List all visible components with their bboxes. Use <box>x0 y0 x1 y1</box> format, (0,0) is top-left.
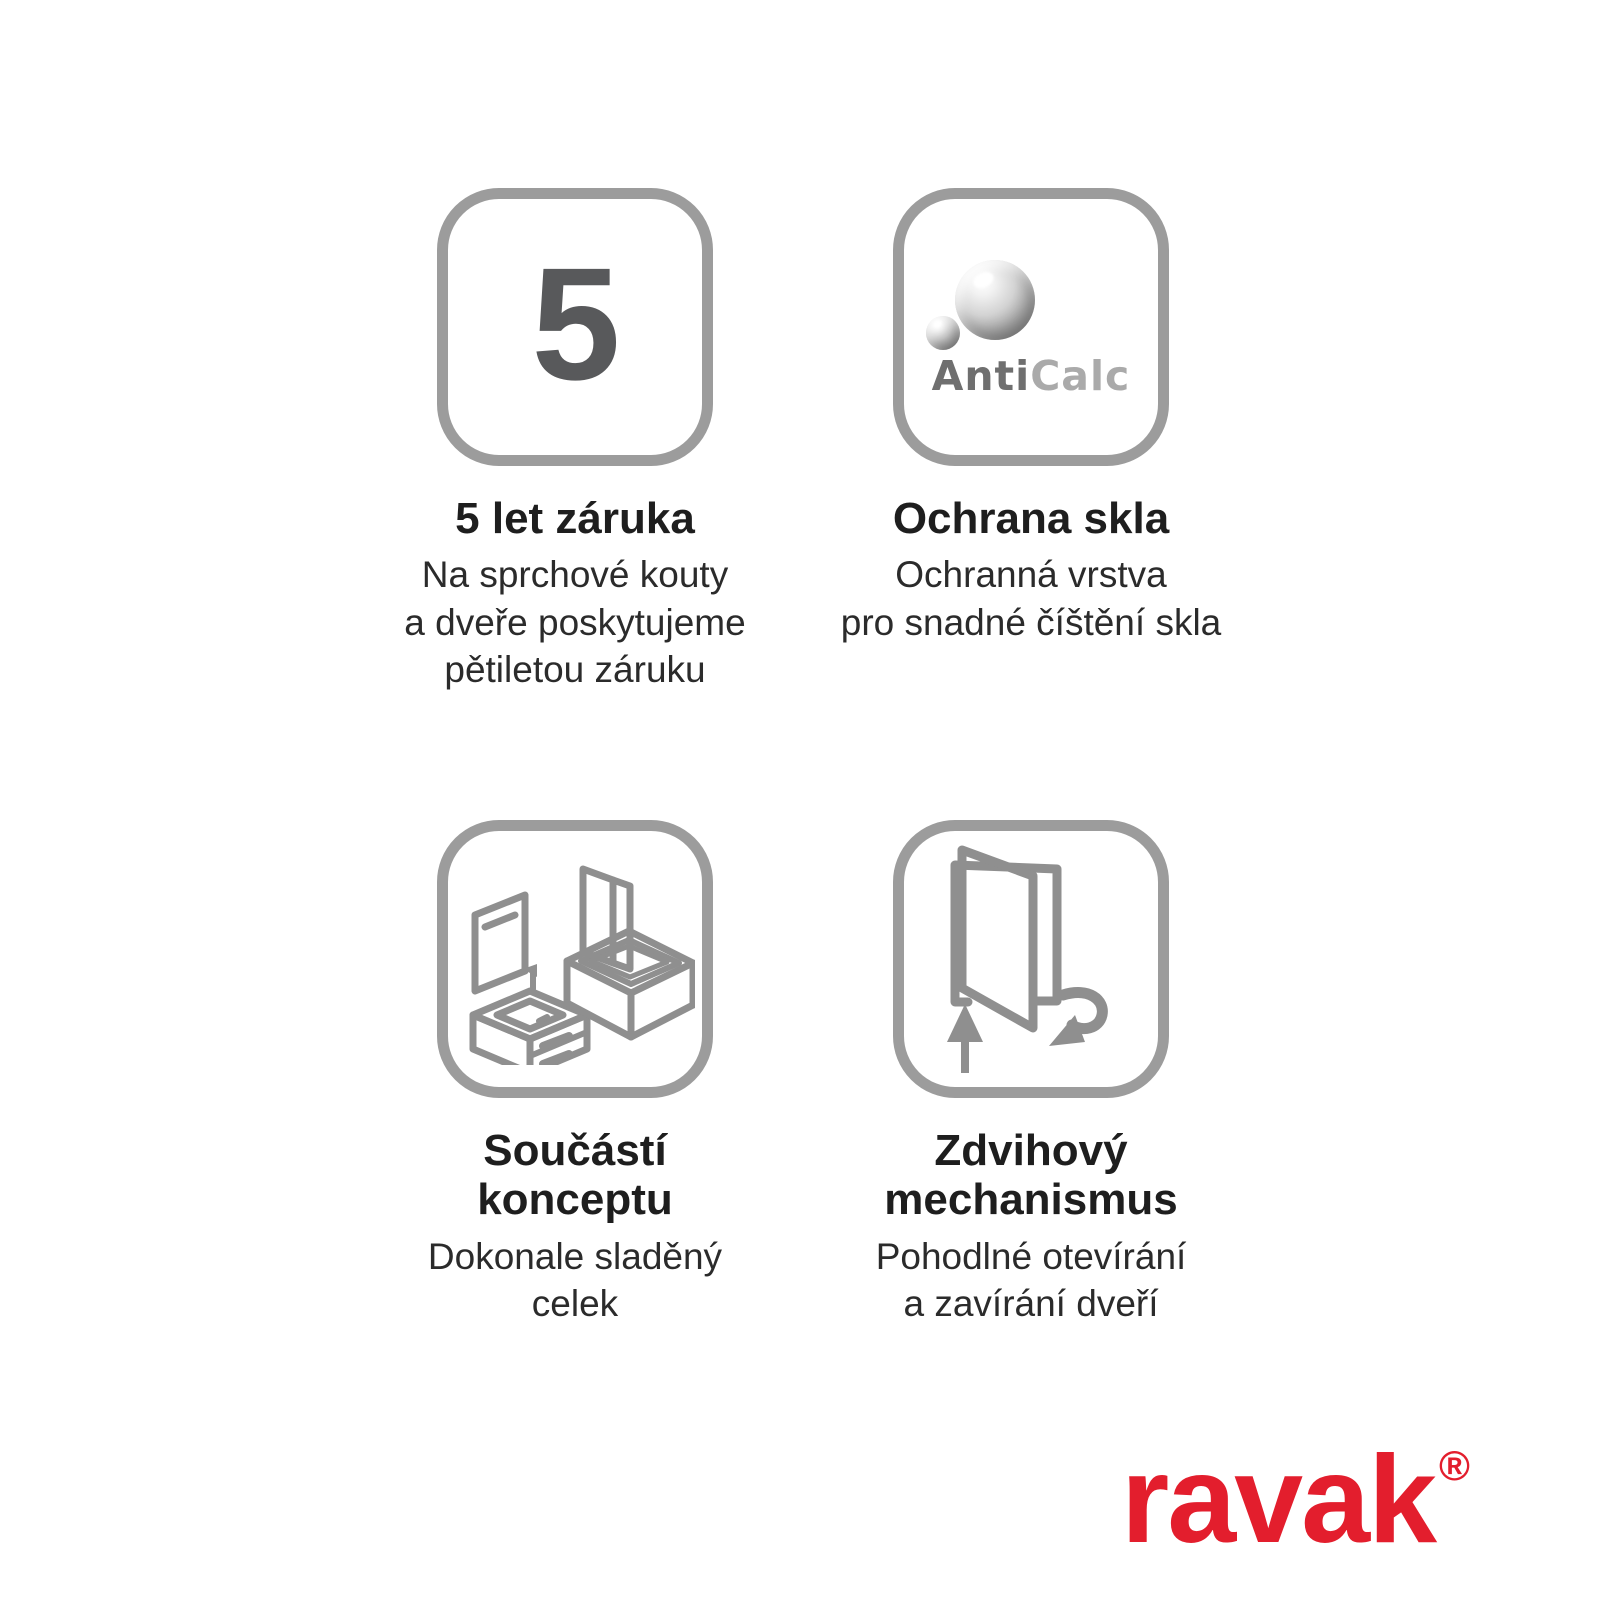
lift-arrow-stem <box>961 1039 969 1073</box>
number-5-icon: 5 <box>531 234 619 413</box>
rounded-badge <box>437 820 713 1098</box>
desc-line: Ochranná vrstva <box>895 554 1167 596</box>
feature-description <box>325 1233 825 1328</box>
swing-arrow-head <box>1049 1015 1085 1046</box>
drop-highlight <box>971 269 996 291</box>
rounded-badge <box>893 820 1169 1098</box>
desc-line: Pohodlné otevírání <box>875 1235 1187 1277</box>
drawer-handle-top <box>543 1036 569 1046</box>
water-drop-small <box>926 316 960 350</box>
title-line: Zdvihový <box>934 1126 1128 1175</box>
sink-drain <box>539 1017 547 1021</box>
desc-line: a zavírání dveří <box>903 1282 1159 1324</box>
feature-lift-mechanism <box>781 820 1281 1327</box>
desc-line: Na sprchové kouty <box>421 554 729 596</box>
desc-line: celek <box>531 1282 619 1324</box>
rounded-badge <box>437 188 713 466</box>
anticalc-label-light: Calc <box>1030 352 1131 400</box>
anticalc-label <box>904 352 1158 400</box>
title-line: Ochrana skla <box>892 494 1170 543</box>
feature-warranty <box>325 188 825 693</box>
door-lift-icon <box>941 843 1121 1075</box>
mirror-shape <box>475 895 525 991</box>
feature-part-of-concept <box>325 820 825 1327</box>
sink-basin <box>497 1001 563 1029</box>
title-line: Součástí <box>483 1126 667 1175</box>
lift-arrow-head <box>947 1004 983 1042</box>
desc-line: a dveře poskytujeme <box>404 601 746 643</box>
desc-line: pro snadné číštění skla <box>840 601 1222 643</box>
drop-highlight <box>933 320 944 329</box>
drawer-handle-bottom <box>543 1054 569 1064</box>
feature-glass-protection <box>781 188 1281 646</box>
title-line: 5 let záruka <box>455 494 695 543</box>
feature-title <box>325 1126 825 1225</box>
mirror-strip <box>485 915 515 927</box>
screen-panel-back <box>613 880 630 969</box>
door-frame <box>955 865 1057 1002</box>
desc-line: pětiletou záruku <box>444 648 706 690</box>
desc-line: Dokonale sladěný <box>427 1235 723 1277</box>
rounded-badge <box>893 188 1169 466</box>
feature-title <box>781 494 1281 543</box>
ravak-wordmark: ravak <box>1120 1431 1436 1569</box>
feature-description <box>781 551 1281 646</box>
water-drop-large <box>955 260 1035 340</box>
title-line: mechanismus <box>884 1175 1178 1225</box>
anticalc-label-dark: Anti <box>931 352 1031 400</box>
feature-title <box>325 494 825 543</box>
feature-description <box>781 1233 1281 1328</box>
ravak-logo <box>1120 1431 1470 1569</box>
feature-title <box>781 1126 1281 1225</box>
bathroom-concept-icon <box>455 853 695 1065</box>
door-panel <box>962 850 1033 1028</box>
registered-trademark-icon: ® <box>1439 1442 1470 1489</box>
feature-description <box>325 551 825 693</box>
title-line: konceptu <box>477 1175 673 1225</box>
